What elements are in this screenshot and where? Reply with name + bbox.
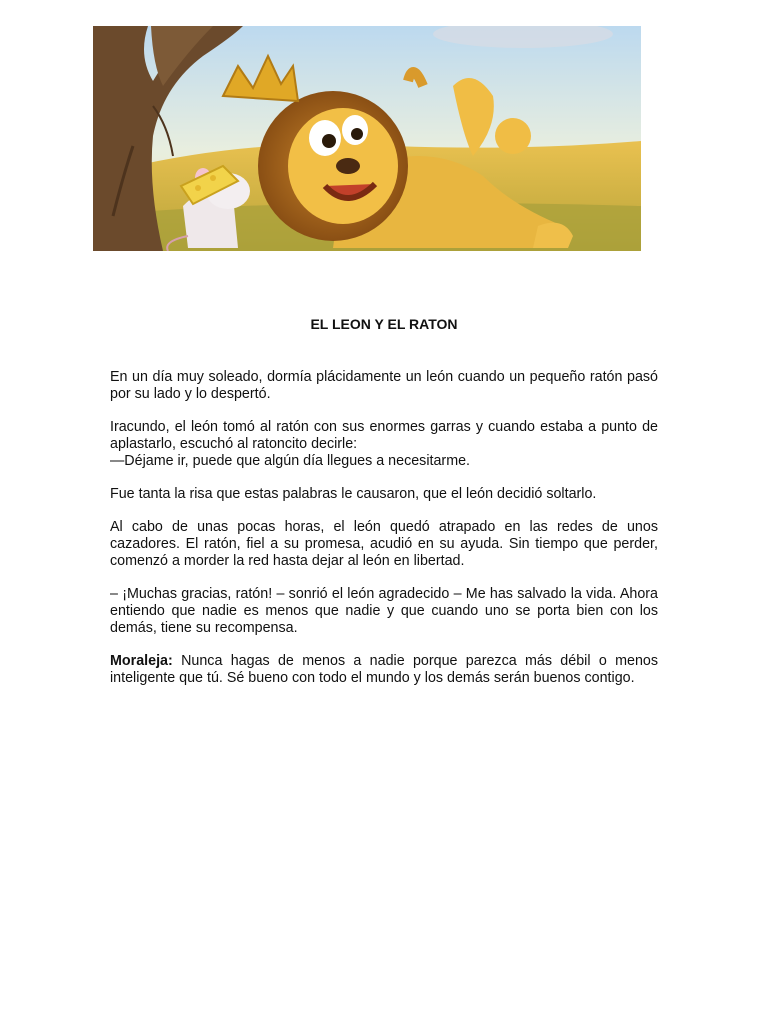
lion-mouse-illustration: [93, 26, 641, 251]
story-title: EL LEON Y EL RATON: [310, 316, 458, 332]
moral-text: Nunca hagas de menos a nadie porque parezca más débil o menos inteligente que tú. Sé bueno con todo el mundo y los demás serán buenos contigo.: [110, 653, 658, 686]
moral-label: Moraleja:: [110, 653, 173, 669]
paragraph: En un día muy soleado, dormía plácidamente un león cuando un pequeño ratón pasó por su lado y lo despertó.: [110, 369, 658, 402]
paragraph: – ¡Muchas gracias, ratón! – sonrió el león agradecido – Me has salvado la vida. Ahora entiendo que nadie es menos que nadie y que cuando uno se porta bien con los demás, tiene su recompensa.: [110, 586, 658, 636]
dialogue-line: —Déjame ir, puede que algún día llegues a necesitarme.: [110, 453, 471, 469]
paragraph: Fue tanta la risa que estas palabras le causaron, que el león decidió soltarlo.: [110, 486, 597, 502]
story-body: [110, 369, 658, 703]
moral-paragraph: [110, 653, 658, 687]
illustration-svg: [93, 26, 641, 251]
paragraph: Al cabo de unas pocas horas, el león quedó atrapado en las redes de unos cazadores. El ratón, fiel a su promesa, acudió en su ayuda. Sin tiempo que perder, comenzó a morder la red hasta dejar al león en libertad.: [110, 519, 658, 569]
paragraph: [110, 419, 658, 470]
paragraph-line: Iracundo, el león tomó al ratón con sus enormes garras y cuando estaba a punto de aplastarlo, escuchó al ratoncito decirle:: [110, 419, 658, 452]
